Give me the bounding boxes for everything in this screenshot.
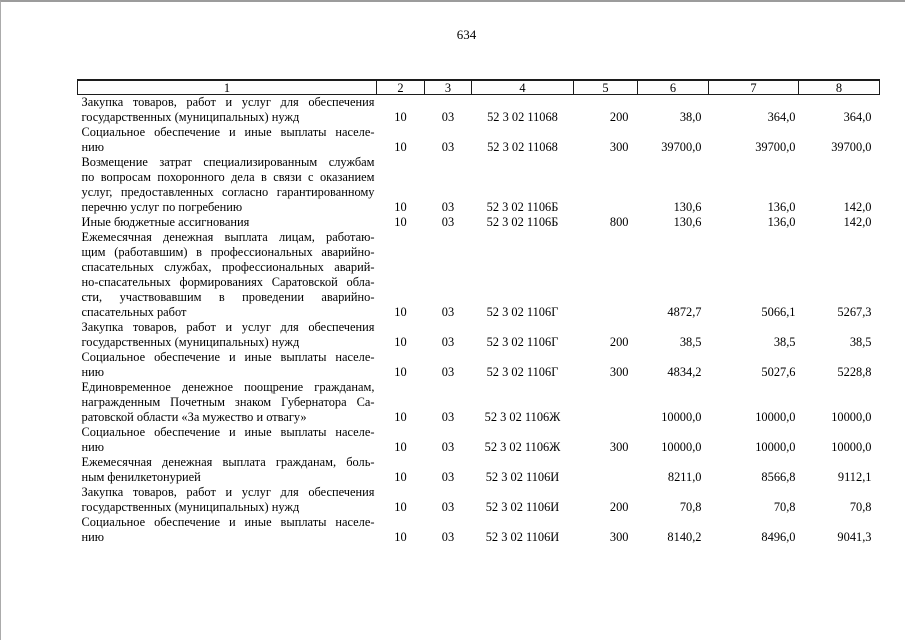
expense-type-code-cell	[574, 155, 638, 215]
table-header	[78, 80, 880, 95]
row-label-cell	[78, 485, 377, 515]
row-label-line: ратовской области «За мужество и отвагу»	[81, 410, 307, 424]
expense-type-code-cell: 200	[609, 335, 629, 349]
table-row	[78, 230, 880, 320]
row-label-line: государственных (муниципальных) нужд	[81, 110, 300, 124]
section-code-cell: 10	[394, 530, 407, 544]
target-article-code-cell: 52 3 02 1106Г	[486, 335, 559, 349]
expense-type-code-cell: 800	[609, 215, 629, 229]
subsection-code-cell: 03	[441, 470, 455, 484]
row-label-cell	[78, 95, 377, 126]
amount-col6-cell: 38,5	[679, 335, 702, 349]
column-header-1: 1	[78, 80, 377, 95]
row-label-line: щим (работавшим) в профессиональных аварийно-	[81, 245, 375, 259]
amount-col6-cell: 70,8	[679, 500, 702, 514]
section-code-cell: 10	[394, 410, 407, 424]
subsection-code-cell: 03	[441, 215, 455, 229]
expense-type-code-cell: 300	[609, 365, 629, 379]
row-label-cell	[78, 320, 377, 350]
row-label-line: сти, участвовавшим в проведении аварийно-	[81, 290, 375, 304]
amount-col7-cell: 70,8	[773, 500, 796, 514]
table-header-row	[78, 80, 880, 95]
row-label-cell	[78, 425, 377, 455]
amount-col6-cell: 10000,0	[661, 410, 702, 424]
section-code-cell: 10	[394, 335, 407, 349]
row-label-line: Ежемесячная денежная выплата лицам, работаю-	[81, 230, 375, 244]
target-article-code-cell: 52 3 02 1106И	[485, 470, 560, 484]
row-label-line: награжденным Почетным знаком Губернатора Са-	[81, 395, 375, 409]
row-label-line: услуг, предоставленных согласно гарантированному	[81, 185, 375, 199]
column-header-8: 8	[799, 80, 880, 95]
section-code-cell: 10	[394, 440, 407, 454]
amount-col6-cell: 4834,2	[667, 365, 702, 379]
amount-col6-cell: 38,0	[679, 110, 702, 124]
target-article-code-cell: 52 3 02 1106Ж	[484, 410, 561, 424]
amount-col6-cell: 10000,0	[661, 440, 702, 454]
subsection-code-cell: 03	[441, 440, 455, 454]
page-number: 634	[456, 27, 477, 42]
subsection-code-cell: 03	[441, 305, 455, 319]
row-label-cell	[78, 125, 377, 155]
section-code-cell: 10	[394, 140, 407, 154]
column-header-7: 7	[709, 80, 799, 95]
amount-col6-cell: 130,6	[673, 200, 702, 214]
amount-col7-cell: 38,5	[773, 335, 796, 349]
row-label-line: но-спасательных формированиях Саратовской обла-	[81, 275, 375, 289]
row-label-line: Социальное обеспечение и иные выплаты населе-	[81, 425, 375, 439]
row-label-line: Закупка товаров, работ и услуг для обеспечения	[81, 485, 375, 499]
expense-type-code-cell	[574, 230, 638, 320]
amount-col8-cell: 10000,0	[831, 410, 872, 424]
subsection-code-cell: 03	[441, 200, 455, 214]
row-label-cell	[78, 350, 377, 380]
section-code-cell: 10	[394, 110, 407, 124]
amount-col6-cell: 8140,2	[667, 530, 702, 544]
expense-type-code-cell: 200	[609, 110, 629, 124]
target-article-code-cell: 52 3 02 1106Ж	[484, 440, 561, 454]
row-label-line: государственных (муниципальных) нужд	[81, 500, 300, 514]
row-label-line: ным фенилкетонурией	[81, 470, 201, 484]
table-row	[78, 485, 880, 515]
amount-col6-cell: 39700,0	[661, 140, 702, 154]
row-label-line: по вопросам похоронного дела в связи с оказанием	[81, 170, 375, 184]
table-row	[78, 515, 880, 545]
amount-col8-cell: 142,0	[843, 215, 872, 229]
row-label-line: Закупка товаров, работ и услуг для обеспечения	[81, 320, 375, 334]
row-label-line: нию	[81, 140, 105, 154]
subsection-code-cell: 03	[441, 140, 455, 154]
amount-col7-cell: 10000,0	[755, 440, 796, 454]
target-article-code-cell: 52 3 02 1106Г	[486, 305, 559, 319]
target-article-code-cell: 52 3 02 1106Б	[486, 200, 559, 214]
subsection-code-cell: 03	[441, 410, 455, 424]
target-article-code-cell: 52 3 02 11068	[487, 140, 558, 154]
section-code-cell: 10	[394, 500, 407, 514]
amount-col7-cell: 5066,1	[761, 305, 796, 319]
target-article-code-cell: 52 3 02 1106И	[485, 530, 560, 544]
amount-col8-cell: 38,5	[849, 335, 872, 349]
amount-col8-cell: 9112,1	[837, 470, 872, 484]
amount-col6-cell: 8211,0	[667, 470, 702, 484]
expense-type-code-cell: 300	[609, 440, 629, 454]
amount-col7-cell: 10000,0	[755, 410, 796, 424]
column-header-3: 3	[425, 80, 472, 95]
subsection-code-cell: 03	[441, 500, 455, 514]
column-header-2: 2	[377, 80, 425, 95]
row-label-cell	[78, 215, 377, 230]
expense-type-code-cell: 300	[609, 140, 629, 154]
amount-col7-cell: 136,0	[767, 200, 796, 214]
amount-col8-cell: 39700,0	[831, 140, 872, 154]
amount-col8-cell: 142,0	[843, 200, 872, 214]
amount-col7-cell: 364,0	[767, 110, 796, 124]
row-label-line: Закупка товаров, работ и услуг для обеспечения	[81, 95, 375, 109]
section-code-cell: 10	[394, 305, 407, 319]
table-row	[78, 320, 880, 350]
row-label-line: перечню услуг по погребению	[81, 200, 243, 214]
target-article-code-cell: 52 3 02 1106И	[485, 500, 560, 514]
amount-col7-cell: 8496,0	[761, 530, 796, 544]
table-row	[78, 380, 880, 425]
row-label-line: Ежемесячная денежная выплата гражданам, боль-	[81, 455, 375, 469]
expense-type-code-cell	[574, 380, 638, 425]
expense-type-code-cell	[574, 455, 638, 485]
target-article-code-cell: 52 3 02 1106Г	[486, 365, 559, 379]
table-row	[78, 215, 880, 230]
column-header-4: 4	[472, 80, 574, 95]
table-body	[78, 95, 880, 546]
subsection-code-cell: 03	[441, 110, 455, 124]
expense-type-code-cell: 200	[609, 500, 629, 514]
row-label-line: Иные бюджетные ассигнования	[81, 215, 250, 229]
amount-col7-cell: 39700,0	[755, 140, 796, 154]
subsection-code-cell: 03	[441, 335, 455, 349]
expense-type-code-cell: 300	[609, 530, 629, 544]
row-label-line: Возмещение затрат специализированным службам	[81, 155, 375, 169]
table-row	[78, 95, 880, 126]
row-label-line: Единовременное денежное поощрение гражданам,	[81, 380, 375, 394]
amount-col6-cell: 4872,7	[667, 305, 702, 319]
amount-col7-cell: 5027,6	[761, 365, 796, 379]
section-code-cell: 10	[394, 365, 407, 379]
amount-col8-cell: 9041,3	[837, 530, 872, 544]
amount-col6-cell: 130,6	[673, 215, 702, 229]
subsection-code-cell: 03	[441, 530, 455, 544]
table-row	[78, 425, 880, 455]
amount-col7-cell: 8566,8	[761, 470, 796, 484]
row-label-line: нию	[81, 440, 105, 454]
section-code-cell: 10	[394, 200, 407, 214]
target-article-code-cell: 52 3 02 1106Б	[486, 215, 559, 229]
amount-col8-cell: 5228,8	[837, 365, 872, 379]
row-label-cell	[78, 380, 377, 425]
row-label-line: Социальное обеспечение и иные выплаты населе-	[81, 350, 375, 364]
column-header-6: 6	[638, 80, 709, 95]
row-label-line: нию	[81, 530, 105, 544]
row-label-line: спасательных работ	[81, 305, 187, 319]
row-label-cell	[78, 155, 377, 215]
subsection-code-cell: 03	[441, 365, 455, 379]
row-label-line: Социальное обеспечение и иные выплаты населе-	[81, 515, 375, 529]
row-label-line: государственных (муниципальных) нужд	[81, 335, 300, 349]
row-label-line: нию	[81, 365, 105, 379]
amount-col8-cell: 10000,0	[831, 440, 872, 454]
amount-col8-cell: 364,0	[843, 110, 872, 124]
row-label-cell	[78, 515, 377, 545]
row-label-cell	[78, 230, 377, 320]
table-row	[78, 125, 880, 155]
target-article-code-cell: 52 3 02 11068	[487, 110, 558, 124]
row-label-cell	[78, 455, 377, 485]
amount-col8-cell: 70,8	[849, 500, 872, 514]
table-row	[78, 350, 880, 380]
table-row	[78, 155, 880, 215]
section-code-cell: 10	[394, 470, 407, 484]
amount-col7-cell: 136,0	[767, 215, 796, 229]
budget-table	[77, 79, 880, 545]
row-label-line: спасательных службах, профессиональных аварий-	[81, 260, 375, 274]
amount-col8-cell: 5267,3	[837, 305, 872, 319]
section-code-cell: 10	[394, 215, 407, 229]
table-row	[78, 455, 880, 485]
column-header-5: 5	[574, 80, 638, 95]
row-label-line: Социальное обеспечение и иные выплаты населе-	[81, 125, 375, 139]
